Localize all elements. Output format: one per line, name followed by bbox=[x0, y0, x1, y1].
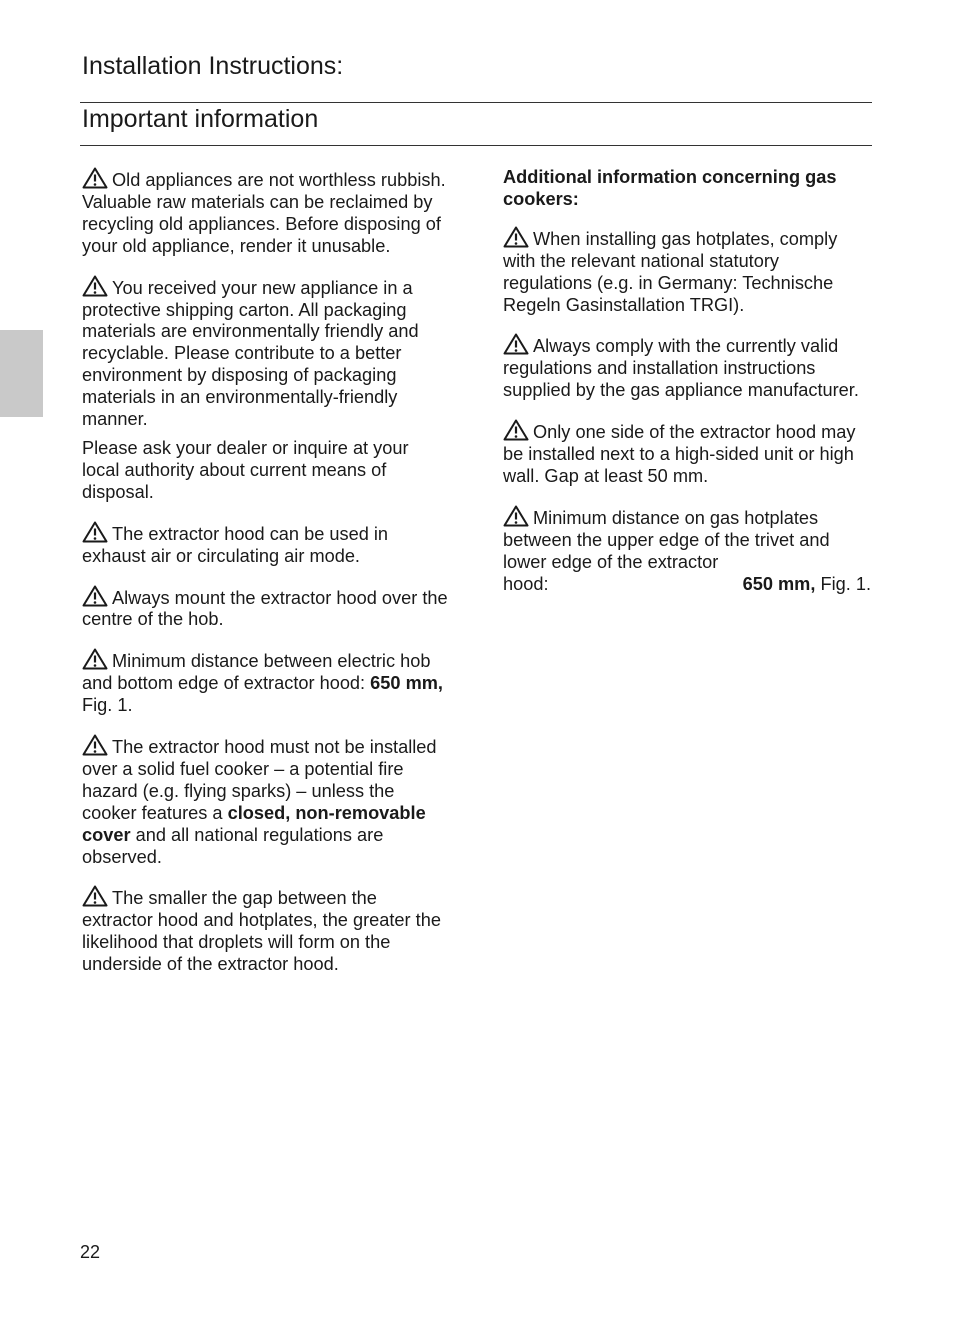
gas-distance-value-row bbox=[503, 574, 871, 596]
side-clearance-text: Only one side of the extractor hood may be installed next to a high-sided unit or high wall. Gap at least 50 mm. bbox=[503, 422, 856, 486]
disposal-text: Please ask your dealer or inquire at your local authority about current means of disposal. bbox=[82, 437, 409, 502]
solid-fuel-cover-emphasis: closed, non-removable cover bbox=[82, 802, 426, 845]
warning-triangle-icon bbox=[503, 419, 529, 441]
recycling-text: Old appliances are not worthless rubbish. Valuable raw materials can be reclaimed by recycling old appliances. Before disposing of your old appliance, render it unusable. bbox=[82, 170, 446, 256]
manufacturer-instructions-text: Always comply with the currently valid regulations and installation instructions supplied by the gas appliance manufacturer. bbox=[503, 336, 859, 401]
packaging-paragraph bbox=[82, 275, 450, 431]
manufacturer-instructions-paragraph bbox=[503, 333, 871, 402]
mount-centre-text: Always mount the extractor hood over the centre of the hob. bbox=[82, 587, 448, 630]
electric-distance-figure-ref: Fig. 1. bbox=[82, 695, 133, 716]
warning-triangle-icon bbox=[82, 167, 108, 189]
electric-distance-paragraph bbox=[82, 648, 450, 717]
gas-cookers-subheading: Additional information concerning gas cookers: bbox=[503, 167, 837, 209]
gas-distance-figure-ref: Fig. 1. bbox=[820, 573, 871, 594]
gas-distance-value-group bbox=[743, 574, 871, 596]
droplets-paragraph bbox=[82, 885, 450, 976]
electric-distance-text: Minimum distance between electric hob and bottom edge of extractor hood: bbox=[82, 651, 431, 694]
left-column bbox=[82, 167, 450, 993]
warning-triangle-icon bbox=[503, 226, 529, 248]
page-number: 22 bbox=[80, 1242, 101, 1262]
air-mode-paragraph bbox=[82, 521, 450, 568]
right-column bbox=[503, 167, 871, 613]
mount-centre-paragraph bbox=[82, 585, 450, 632]
droplets-text: The smaller the gap between the extractor hood and hotplates, the greater the likelihood that droplets will form on the underside of the extractor hood. bbox=[82, 888, 441, 975]
gas-distance-paragraph bbox=[503, 505, 871, 596]
gas-distance-text: Minimum distance on gas hotplates between the upper edge of the trivet and lower edge of the extractor bbox=[503, 507, 830, 572]
warning-triangle-icon bbox=[82, 585, 108, 607]
warning-triangle-icon bbox=[82, 521, 108, 543]
warning-triangle-icon bbox=[82, 885, 108, 907]
warning-triangle-icon bbox=[82, 734, 108, 756]
section-rule bbox=[80, 145, 872, 146]
gas-distance-label: hood: bbox=[503, 573, 549, 594]
gas-regulations-text: When installing gas hotplates, comply with the relevant national statutory regulations (e.g. in Germany: Technische Regeln Gasinstallation TRGI). bbox=[503, 228, 838, 315]
electric-distance-value: 650 mm, bbox=[370, 673, 443, 694]
gas-regulations-paragraph bbox=[503, 226, 871, 317]
solid-fuel-text: The extractor hood must not be installed over a solid fuel cooker – a potential fire hazard (e.g. flying sparks) – unless the cooker features a bbox=[82, 737, 437, 823]
warning-triangle-icon bbox=[503, 505, 529, 527]
side-clearance-paragraph bbox=[503, 419, 871, 488]
warning-triangle-icon bbox=[82, 275, 108, 297]
disposal-paragraph bbox=[82, 438, 450, 504]
solid-fuel-paragraph bbox=[82, 734, 450, 868]
top-rule bbox=[80, 102, 872, 103]
page-heading: Installation Instructions: bbox=[82, 52, 344, 80]
recycling-paragraph bbox=[82, 167, 450, 258]
air-mode-text: The extractor hood can be used in exhaust air or circulating air mode. bbox=[82, 523, 389, 566]
gas-distance-value: 650 mm, bbox=[742, 573, 816, 594]
side-tab-marker bbox=[0, 330, 43, 417]
warning-triangle-icon bbox=[82, 648, 108, 670]
packaging-text: You received your new appliance in a protective shipping carton. All packaging materials are environmentally friendly and recyclable. Please contribute to a better environment by disposing of packaging materials in an environmentally-friendly manner. bbox=[82, 277, 419, 430]
section-title: Important information bbox=[82, 105, 319, 133]
warning-triangle-icon bbox=[503, 333, 529, 355]
solid-fuel-text-end: and all national regulations are observed. bbox=[82, 824, 384, 867]
